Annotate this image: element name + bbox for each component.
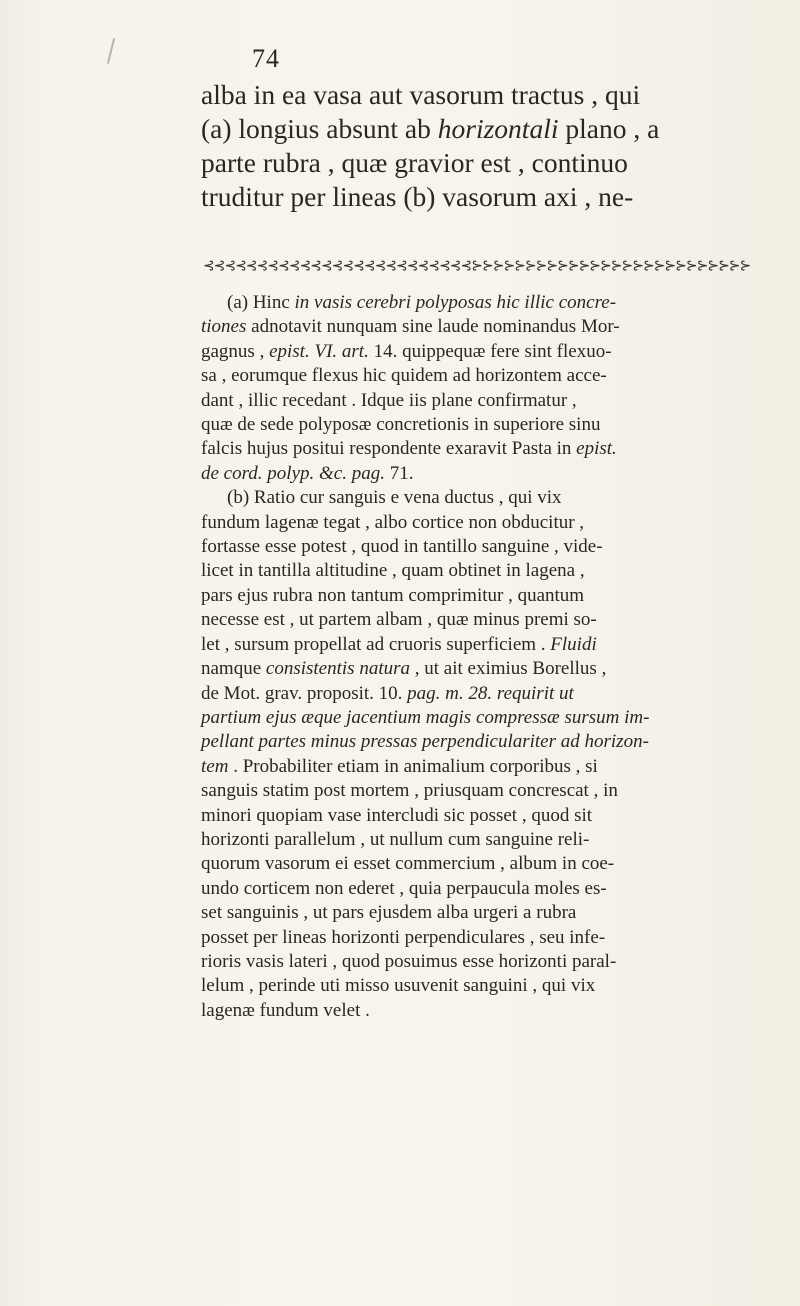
- footnote-line: [201, 633, 763, 657]
- footnote-line: [201, 755, 763, 779]
- footnote-line: quæ de sede polyposæ concretionis in superiore sinu: [201, 414, 601, 436]
- footnote-line: [201, 682, 763, 706]
- footnote-text: falcis hujus positui respondente exaravit Pasta in: [201, 438, 577, 460]
- footnote-text: namque: [201, 658, 266, 680]
- footnote-line: lagenæ fundum velet .: [201, 999, 370, 1021]
- ornamental-divider: ⊰⊰⊰⊰⊰⊰⊰⊰⊰⊰⊰⊰⊰⊰⊰⊰⊰⊰⊰⊰⊰⊰⊰⊰⊰⊱⊱⊱⊱⊱⊱⊱⊱⊱⊱⊱⊱⊱⊱⊱⊱⊱⊱⊱⊱⊱⊱⊱⊱⊱⊱: [203, 259, 751, 274]
- footnote-text: 71.: [384, 462, 414, 484]
- footnote-line: rioris vasis lateri , quod posuimus esse horizonti paral-: [201, 950, 617, 972]
- footnote-line: [201, 657, 763, 681]
- margin-mark: [107, 38, 115, 64]
- footnote-line: pars ejus rubra non tantum comprimitur , quantum: [201, 584, 585, 606]
- footnote-text: gagnus ,: [201, 340, 270, 362]
- footnote-italic: Fluidi: [550, 633, 597, 655]
- footnote-text: let , sursum propellat ad cruoris superficiem .: [201, 633, 551, 655]
- footnotes: [201, 291, 763, 1023]
- main-text-fragment: plano , a: [565, 113, 660, 144]
- footnote-text: , ut ait eximius Borellus ,: [410, 658, 607, 680]
- footnote-italic: epist. VI. art.: [269, 340, 369, 362]
- footnote-line: fortasse esse potest , quod in tantillo sanguine , vide-: [201, 536, 603, 558]
- footnote-line: [201, 706, 763, 730]
- footnote-italic: pellant partes minus pressas perpendiculariter ad horizon-: [201, 731, 649, 753]
- footnote-line: (b) Ratio cur sanguis e vena ductus , qui vix: [227, 487, 562, 509]
- footnote-italic: tiones: [201, 316, 247, 338]
- footnote-line: [201, 340, 763, 364]
- main-text-italic: horizontali: [437, 113, 559, 144]
- footnote-line: minori quopiam vase intercludi sic posset , quod sit: [201, 804, 593, 826]
- footnote-line: sa , eorumque flexus hic quidem ad horizontem acce-: [201, 365, 607, 387]
- main-text-line: [201, 112, 761, 146]
- footnote-line: lelum , perinde uti misso usuvenit sanguini , qui vix: [201, 975, 596, 997]
- main-text: [201, 78, 761, 214]
- footnote-italic: consistentis natura: [265, 658, 410, 680]
- footnote-line: [201, 437, 763, 461]
- footnote-italic: tem: [201, 755, 229, 777]
- footnote-text: 14. quippequæ fere sint flexuo-: [368, 340, 612, 362]
- footnote-text: (a) Hinc: [227, 292, 295, 313]
- footnote-b: [201, 486, 763, 1023]
- footnote-line: fundum lagenæ tegat , albo cortice non obducitur ,: [201, 511, 585, 533]
- page-number: 74: [252, 44, 280, 73]
- footnote-line: set sanguinis , ut pars ejusdem alba urgeri a rubra: [201, 902, 577, 924]
- main-text-line: parte rubra , quæ gravior est , continuo: [201, 147, 628, 178]
- footnote-text: . Probabiliter etiam in animalium corporibus , si: [228, 755, 598, 777]
- footnote-line: [201, 730, 763, 754]
- footnote-line: posset per lineas horizonti perpendiculares , seu infe-: [201, 926, 606, 948]
- main-text-fragment: (a) longius absunt ab: [201, 113, 431, 144]
- main-text-line: truditur per lineas (b) vasorum axi , ne-: [201, 181, 634, 212]
- main-text-line: alba in ea vasa aut vasorum tractus , qui: [201, 79, 641, 110]
- footnote-line: licet in tantilla altitudine , quam obtinet in lagena ,: [201, 560, 585, 582]
- footnote-italic: epist.: [576, 438, 617, 460]
- footnote-line: [201, 291, 763, 315]
- footnote-italic: partium ejus æque jacentium magis compressæ sursum im-: [201, 706, 650, 728]
- footnote-line: sanguis statim post mortem , priusquam concrescat , in: [201, 780, 618, 802]
- footnote-line: horizonti parallelum , ut nullum cum sanguine reli-: [201, 828, 590, 850]
- footnote-line: dant , illic recedant . Idque iis plane confirmatur ,: [201, 389, 577, 411]
- footnote-line: quorum vasorum ei esset commercium , album in coe-: [201, 853, 615, 875]
- footnote-italic: pag. m. 28. requirit ut: [407, 682, 574, 704]
- footnote-line: undo corticem non ederet , quia perpaucula moles es-: [201, 877, 607, 899]
- footnote-a: [201, 291, 763, 486]
- footnote-line: [201, 315, 763, 339]
- footnote-italic: de cord. polyp. &c. pag.: [201, 462, 385, 484]
- footnote-text: adnotavit nunquam sine laude nominandus Mor-: [246, 316, 620, 338]
- footnote-text: de Mot. grav. proposit. 10.: [201, 682, 408, 704]
- footnote-line: necesse est , ut partem albam , quæ minus premi so-: [201, 609, 597, 631]
- footnote-line: [201, 462, 763, 486]
- footnote-italic: in vasis cerebri polyposas hic illic concre-: [294, 292, 617, 313]
